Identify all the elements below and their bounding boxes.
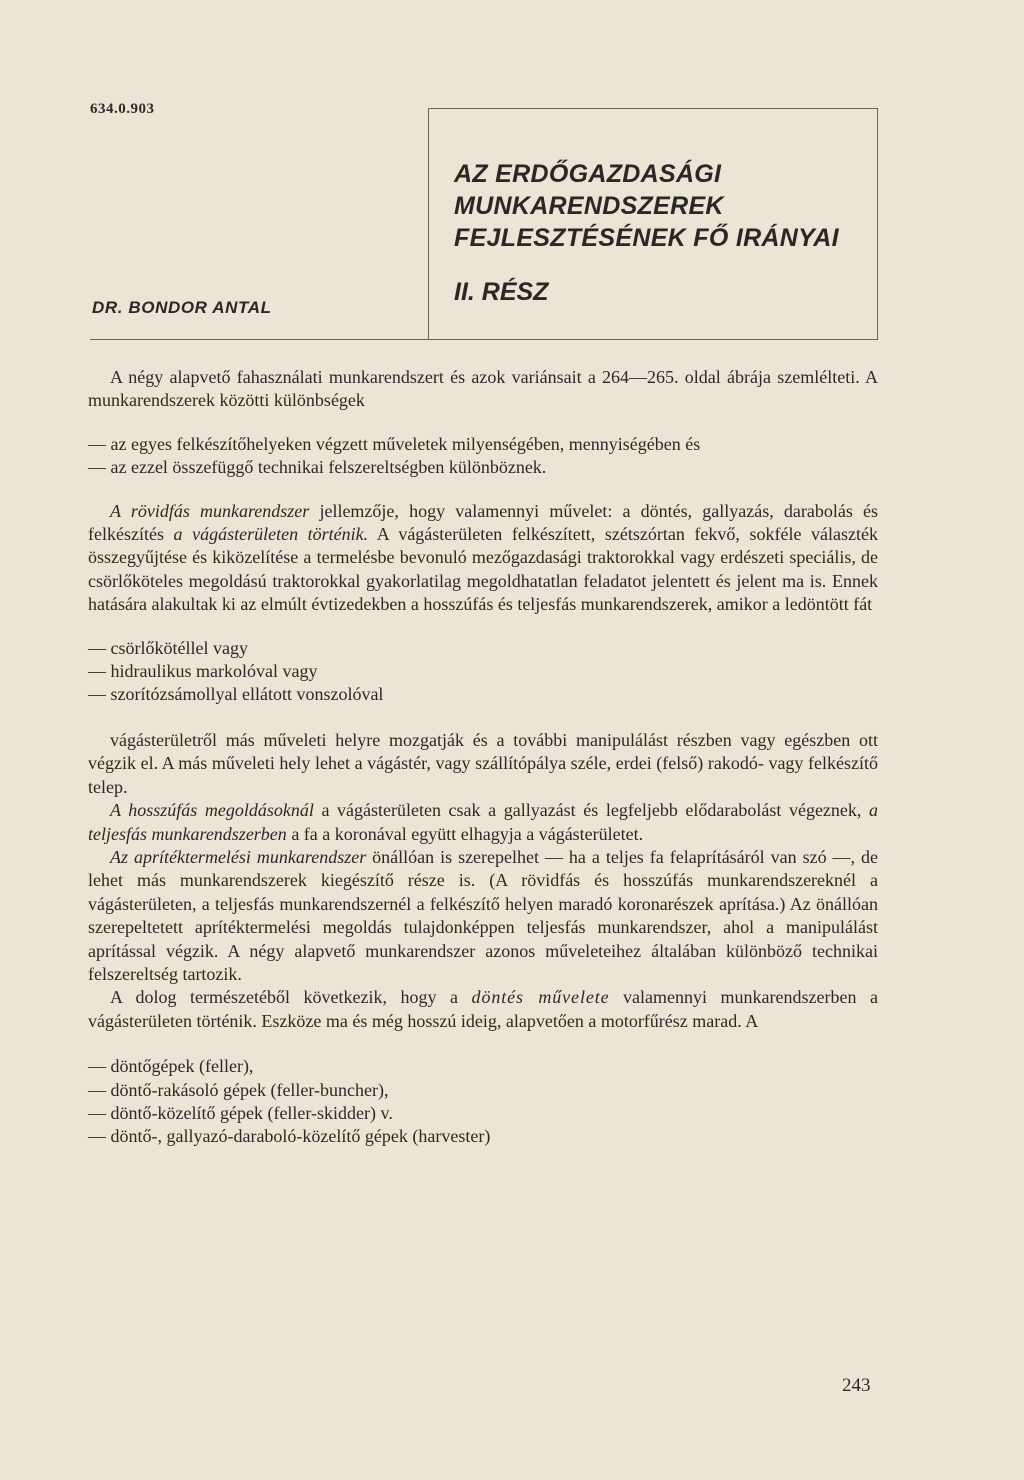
emphasis-text: a vágásterületen történik. [173,524,369,545]
paragraph-text: a fa a koronával együtt elhagyja a vágásterületet. [286,823,644,844]
paragraph-text: önállóan is szerepelhet — ha a teljes fa felaprításáról van szó —, de lehet más munkarendszerek kiegészítő része is. (A rövidfás és hosszúfás munkarendszereknél a vágásterületen, a teljesfás munkarendszernél a felkészítő helyen maradó koronarészek aprítása.) Az önállóan szerepeltetett aprítéktermelési megoldás tulajdonképpen teljesfás munkarendszer, ahol a manipulálást aprítással végzik. A négy alapvető munkarendszer azonos műveleteihez általában különböző technikai felszereltség tartozik. [88,846,878,984]
article-title [454,158,864,254]
header-bottom-rule [90,339,878,340]
term-shortwood: A rövidfás munkarendszer [110,500,310,521]
title-line-3: FEJLESZTÉSÉNEK FŐ IRÁNYAI [454,224,839,252]
list-item: — döntő-közelítő gépek (feller-skidder) v. [88,1102,393,1123]
page-number: 243 [842,1375,871,1396]
skidding-method-list [88,637,878,707]
title-box-right-rule [877,108,878,340]
list-item: — szorítózsámollyal ellátott vonszolóval [88,684,384,705]
list-item: — csörlőkötéllel vagy [88,637,248,658]
author-name: DR. BONDOR ANTAL [92,298,272,317]
list-item: — az ezzel összefüggő technikai felszereltségben különböznek. [88,457,547,478]
article-body [88,366,878,1149]
title-line-1: AZ ERDŐGAZDASÁGI [454,160,722,188]
udc-classification: 634.0.903 [90,101,155,117]
paragraph-text: A vágásterületen felkészített, szétszórtan fekvő, sokféle választék összegyűjtése és kiközelítése a termelésbe bevonuló mezőgazdasági traktorokkal vagy erdészeti speciális, de csörlőköteles megoldású traktorokkal gyakorlatilag megoldhatatlan feladatot jelentett és jelent ma is. Ennek hatására alakultak ki az elmúlt évtizedekben a hosszúfás és teljesfás munkarendszerek, amikor a ledöntött fát [88,524,878,615]
paragraph-text: valamennyi munkarendszerben a vágásterületen történik. Eszköze ma és még hosszú ideig, alapvetően a motorfűrész marad. A [88,987,878,1031]
chipping-paragraph [88,846,878,986]
paragraph-text: a vágásterületen csak a gallyazást és legfeljebb elődarabolást végeznek, [313,800,869,821]
term-longwood: A hosszúfás megoldásoknál [110,800,314,821]
intro-paragraph: A négy alapvető fahasználati munkarendszert és azok variánsait a 264—265. oldal ábrája szemlélteti. A munkarendszerek közötti különbségek [88,367,878,411]
term-felling: döntés művelete [471,987,610,1008]
article-part: II. RÉSZ [454,278,549,306]
title-line-2: MUNKARENDSZEREK [454,192,724,220]
machine-list [88,1055,878,1149]
longwood-paragraph [88,799,878,846]
list-item: — az egyes felkészítőhelyeken végzett műveletek milyenségében, mennyiségében és [88,433,701,454]
continuation-paragraph: vágásterületről más műveleti helyre mozgatják és a további manipulálást részben vagy egészben ott végzik el. A más műveleti hely lehet a vágástér, vagy szállítópálya széle, erdei (felső) rakodó- vagy felkészítő telep. [88,729,878,797]
felling-paragraph [88,986,878,1033]
paragraph-text: jellemzője, hogy valamennyi művelet: a döntés, gallyazás, darabolás és felkészítés [88,500,878,545]
term-chipping: Az aprítéktermelési munkarendszer [110,846,367,867]
paragraph-text: A dolog természetéből következik, hogy a [110,987,472,1008]
list-item: — döntő-, gallyazó-daraboló-közelítő gépek (harvester) [88,1126,491,1147]
term-fulltree: a teljesfás munkarendszerben [88,800,878,844]
title-box-top-rule [428,108,878,109]
list-item: — döntő-rakásoló gépek (feller-buncher), [88,1079,389,1100]
title-box-left-rule [428,108,429,340]
list-item: — hidraulikus markolóval vagy [88,661,318,682]
list-item: — döntőgépek (feller), [88,1056,254,1077]
difference-list [88,433,878,480]
shortwood-paragraph [88,500,878,617]
